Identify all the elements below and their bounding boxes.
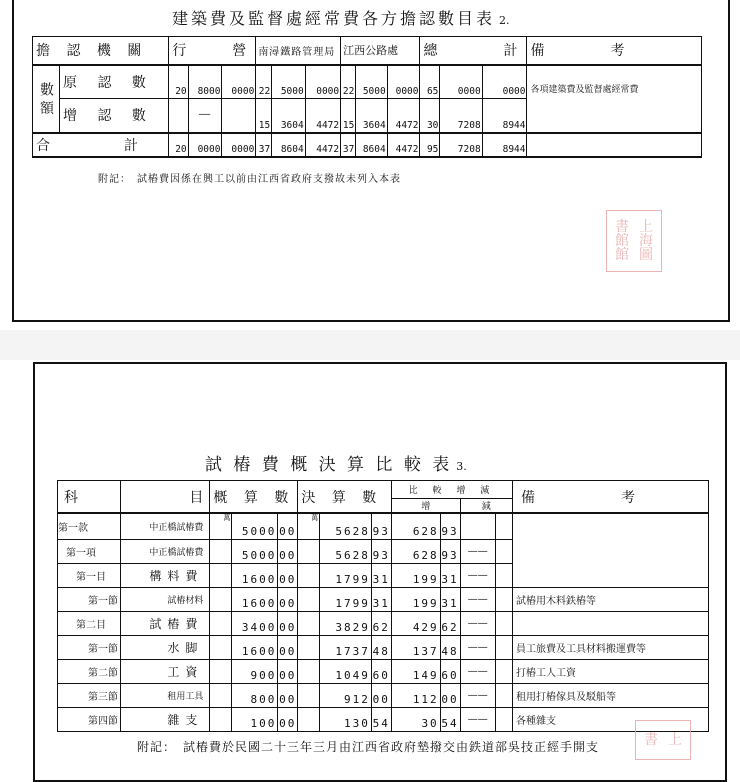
cell-tt-yuan-1: 7208 [440, 99, 482, 133]
header-nanxun: 南潯鐵路管理局 [256, 37, 341, 65]
cell-final-fen: 93 [371, 513, 391, 539]
cell-estimate-fen: 00 [278, 659, 298, 683]
header-remarks: 備 考 [527, 37, 702, 65]
unit-wan-final [298, 683, 320, 707]
table2-title [205, 450, 467, 475]
header-total: 總 計 [420, 37, 527, 65]
unit-wan-est [210, 683, 232, 707]
cell-estimate-fen: 00 [278, 539, 298, 563]
header-estimate: 概 算 數 [210, 481, 298, 514]
row-name: 租用工具 [121, 683, 210, 707]
cell-decrease: —— [460, 635, 495, 659]
cell-decrease: —— [460, 659, 495, 683]
cell-decrease: —— [460, 539, 495, 563]
row-name: 水脚 [121, 635, 210, 659]
cell-increase-fen: 00 [440, 683, 460, 707]
cell-decrease-fen [495, 539, 512, 563]
cell-estimate-fen: 00 [278, 513, 298, 539]
header-category: 擔 認 機 關 [33, 37, 169, 65]
cell-remark: 員工旅費及工具材料搬運費等 [512, 635, 708, 659]
row-level: 第二節 [58, 659, 121, 683]
seal1-char-0: 書 [615, 219, 629, 235]
unit-wan-est [210, 635, 232, 659]
cell-estimate-fen: 00 [278, 563, 298, 587]
cell-final-fen: 48 [371, 635, 391, 659]
unit-wan-final [298, 587, 320, 611]
table1-number: 2. [499, 14, 510, 27]
cell-decrease: —— [460, 683, 495, 707]
unit-wan-final [298, 707, 320, 731]
row-name: 工資 [121, 659, 210, 683]
seal1-char-4: 館 [615, 247, 629, 263]
cell-xy-hao-1 [222, 99, 256, 133]
header-xingying: 行 營 [169, 37, 256, 65]
table2 [57, 480, 709, 732]
cell-estimate-yuan: 5000 [232, 539, 278, 563]
cell-nx-hao-1: 4472 [305, 99, 340, 133]
cell-nx-wan-0: 22 [256, 65, 272, 99]
cell-remark: 各種雜支 [512, 707, 708, 731]
cell-estimate-yuan: 5000 [232, 513, 278, 539]
header-decrease: 減 [460, 499, 512, 514]
cell-increase-yuan: 149 [391, 659, 440, 683]
cell-final-yuan: 3829 [320, 611, 372, 635]
row-level: 第二目 [58, 611, 121, 635]
remark-sum [527, 133, 702, 157]
cell-final-yuan: 130 [320, 707, 372, 731]
cell-xy-wan-0: 20 [169, 65, 188, 99]
table-row [58, 707, 709, 731]
cell-decrease-fen [495, 707, 512, 731]
cell-nx-hao-2: 4472 [305, 133, 340, 157]
cell-xy-yuan-2: 0000 [188, 133, 222, 157]
cell-tt-yuan-2: 7208 [440, 133, 482, 157]
row-group-label: 數 額 [33, 65, 60, 133]
header-compare: 比 較 增 減 [391, 481, 512, 499]
cell-jx-hao-0: 0000 [387, 65, 420, 99]
cell-estimate-yuan: 800 [232, 683, 278, 707]
library-seal-1 [606, 210, 662, 272]
cell-tt-hao-1: 8944 [482, 99, 527, 133]
row-level: 第一節 [58, 587, 121, 611]
cell-increase-yuan: 30 [391, 707, 440, 731]
cell-increase-fen: 31 [440, 587, 460, 611]
page-gap [0, 330, 740, 360]
cell-increase-yuan: 628 [391, 539, 440, 563]
cell-final-yuan: 1737 [320, 635, 372, 659]
seal1-char-3: 海 [639, 233, 653, 249]
table-row [58, 683, 709, 707]
table2-title-text: 試 樁 費 概 決 算 比 較 表 [205, 455, 453, 475]
cell-increase-fen: 93 [440, 539, 460, 563]
row-level: 第四節 [58, 707, 121, 731]
table1-footnote: 附記： 試樁費因係在興工以前由江西省政府支撥故未列入本表 [98, 174, 401, 185]
row-name: 試樁費 [121, 611, 210, 635]
cell-decrease-fen [495, 513, 512, 539]
unit-wan-est [210, 563, 232, 587]
cell-increase-yuan: 199 [391, 563, 440, 587]
cell-final-yuan: 912 [320, 683, 372, 707]
header-remarks2: 備 考 [512, 481, 708, 514]
seal1-char-1: 上 [639, 219, 653, 235]
cell-estimate-yuan: 1600 [232, 563, 278, 587]
cell-increase-fen: 54 [440, 707, 460, 731]
cell-xy-yuan-0: 8000 [188, 65, 222, 99]
unit-wan-final: 萬 [298, 513, 320, 539]
cell-decrease: —— [460, 611, 495, 635]
cell-jx-hao-2: 4472 [387, 133, 420, 157]
cell-xy-yuan-1: —— [188, 99, 222, 133]
cell-jx-yuan-0: 5000 [356, 65, 387, 99]
row-level: 第一項 [58, 539, 121, 563]
cell-jx-hao-1: 4472 [387, 99, 420, 133]
remark-original: 各項建築費及監督處經常費 [527, 65, 702, 133]
cell-xy-wan-1 [169, 99, 188, 133]
cell-increase-yuan: 628 [391, 513, 440, 539]
cell-tt-yuan-0: 0000 [440, 65, 482, 99]
seal1-char-2: 館 [615, 233, 629, 249]
unit-wan-final [298, 611, 320, 635]
cell-increase-fen: 48 [440, 635, 460, 659]
cell-nx-yuan-2: 8604 [272, 133, 306, 157]
header-ke: 科 [58, 481, 121, 514]
cell-xy-hao-0: 0000 [222, 65, 256, 99]
row-name: 中正橋試樁費 [121, 513, 210, 539]
row-label-added: 增 認 數 [60, 99, 169, 133]
cell-tt-hao-0: 0000 [482, 65, 527, 99]
header-final: 決 算 數 [298, 481, 391, 514]
cell-estimate-yuan: 1600 [232, 635, 278, 659]
unit-wan-est: 萬 [210, 513, 232, 539]
cell-decrease: —— [460, 707, 495, 731]
seal2-char-1: 上 [668, 732, 682, 748]
unit-wan-final [298, 539, 320, 563]
unit-wan-est [210, 611, 232, 635]
cell-nx-hao-0: 0000 [305, 65, 340, 99]
table-row [58, 635, 709, 659]
cell-tt-wan-2: 95 [420, 133, 440, 157]
cell-jx-yuan-2: 8604 [356, 133, 387, 157]
cell-increase-fen: 93 [440, 513, 460, 539]
cell-decrease-fen [495, 563, 512, 587]
cell-jx-wan-1: 15 [341, 99, 356, 133]
cell-increase-yuan: 112 [391, 683, 440, 707]
cell-tt-hao-2: 8944 [482, 133, 527, 157]
cell-remark: 租用打樁傢具及駁船等 [512, 683, 708, 707]
unit-wan-final [298, 635, 320, 659]
cell-final-fen: 93 [371, 539, 391, 563]
row-level: 第三節 [58, 683, 121, 707]
cell-final-yuan: 1799 [320, 587, 372, 611]
cell-estimate-fen: 00 [278, 587, 298, 611]
cell-final-yuan: 1049 [320, 659, 372, 683]
cell-decrease-fen [495, 635, 512, 659]
cell-final-yuan: 5628 [320, 539, 372, 563]
row-label-sum: 合 計 [33, 133, 169, 157]
cell-final-fen: 60 [371, 659, 391, 683]
cell-nx-wan-2: 37 [256, 133, 272, 157]
cell-estimate-yuan: 900 [232, 659, 278, 683]
cell-estimate-fen: 00 [278, 635, 298, 659]
table1 [32, 36, 702, 158]
cell-final-fen: 00 [371, 683, 391, 707]
table-row [58, 659, 709, 683]
cell-estimate-yuan: 3400 [232, 611, 278, 635]
unit-wan-est [210, 659, 232, 683]
unit-wan-est [210, 539, 232, 563]
cell-jx-yuan-1: 3604 [356, 99, 387, 133]
row-level: 第一節 [58, 635, 121, 659]
table1-title [172, 6, 510, 29]
cell-remark: 試樁用木料鉄樁等 [512, 587, 708, 611]
cell-tt-wan-0: 65 [420, 65, 440, 99]
cell-estimate-yuan: 100 [232, 707, 278, 731]
unit-wan-est [210, 707, 232, 731]
table1-title-text: 建築費及監督處經常費各方擔認數目表 [172, 9, 496, 28]
cell-remark [512, 611, 708, 635]
cell-jx-wan-2: 37 [341, 133, 356, 157]
page-sheet-2 [33, 362, 727, 782]
cell-final-fen: 31 [371, 587, 391, 611]
cell-estimate-fen: 00 [278, 707, 298, 731]
page-sheet-1 [12, 0, 730, 322]
seal1-char-5: 圖 [639, 247, 653, 263]
cell-increase-fen: 31 [440, 563, 460, 587]
cell-final-yuan: 5628 [320, 513, 372, 539]
cell-increase-fen: 62 [440, 611, 460, 635]
cell-estimate-yuan: 1600 [232, 587, 278, 611]
cell-decrease-fen [495, 659, 512, 683]
cell-final-yuan: 1799 [320, 563, 372, 587]
cell-decrease-fen [495, 683, 512, 707]
cell-xy-wan-2: 20 [169, 133, 188, 157]
row-level: 第一款 [58, 513, 121, 539]
cell-jx-wan-0: 22 [341, 65, 356, 99]
cell-increase-fen: 60 [440, 659, 460, 683]
header-increase: 增 [391, 499, 460, 514]
cell-decrease: —— [460, 563, 495, 587]
table2-body [58, 513, 709, 731]
header-jiangxi: 江西公路處 [341, 37, 420, 65]
cell-xy-hao-2: 0000 [222, 133, 256, 157]
row-name: 中正橋試樁費 [121, 539, 210, 563]
cell-remark [512, 513, 708, 587]
row-name: 雜支 [121, 707, 210, 731]
cell-tt-wan-1: 30 [420, 99, 440, 133]
row-name: 試樁材料 [121, 587, 210, 611]
seal2-char-0: 書 [644, 732, 658, 748]
cell-decrease [460, 513, 495, 539]
row-level: 第一目 [58, 563, 121, 587]
table2-number: 3. [456, 460, 467, 473]
table-row [58, 611, 709, 635]
cell-remark: 打樁工人工資 [512, 659, 708, 683]
cell-final-fen: 62 [371, 611, 391, 635]
cell-increase-yuan: 429 [391, 611, 440, 635]
row-label-original: 原 認 數 [60, 65, 169, 99]
cell-decrease: —— [460, 587, 495, 611]
cell-estimate-fen: 00 [278, 683, 298, 707]
cell-estimate-fen: 00 [278, 611, 298, 635]
cell-decrease-fen [495, 587, 512, 611]
table2-footnote: 附記： 試樁費於民國二十三年三月由江西省政府墊撥交由鉄道部吳技正經手開支 [137, 740, 600, 754]
unit-wan-final [298, 659, 320, 683]
table-row [58, 513, 709, 539]
cell-increase-yuan: 137 [391, 635, 440, 659]
cell-increase-yuan: 199 [391, 587, 440, 611]
table-row [58, 587, 709, 611]
library-seal-2 [635, 720, 691, 760]
cell-nx-yuan-0: 5000 [272, 65, 306, 99]
cell-nx-yuan-1: 3604 [272, 99, 306, 133]
cell-decrease-fen [495, 611, 512, 635]
unit-wan-final [298, 563, 320, 587]
row-name: 構料費 [121, 563, 210, 587]
unit-wan-est [210, 587, 232, 611]
cell-nx-wan-1: 15 [256, 99, 272, 133]
cell-final-fen: 31 [371, 563, 391, 587]
cell-final-fen: 54 [371, 707, 391, 731]
header-mu: 目 [121, 481, 210, 514]
